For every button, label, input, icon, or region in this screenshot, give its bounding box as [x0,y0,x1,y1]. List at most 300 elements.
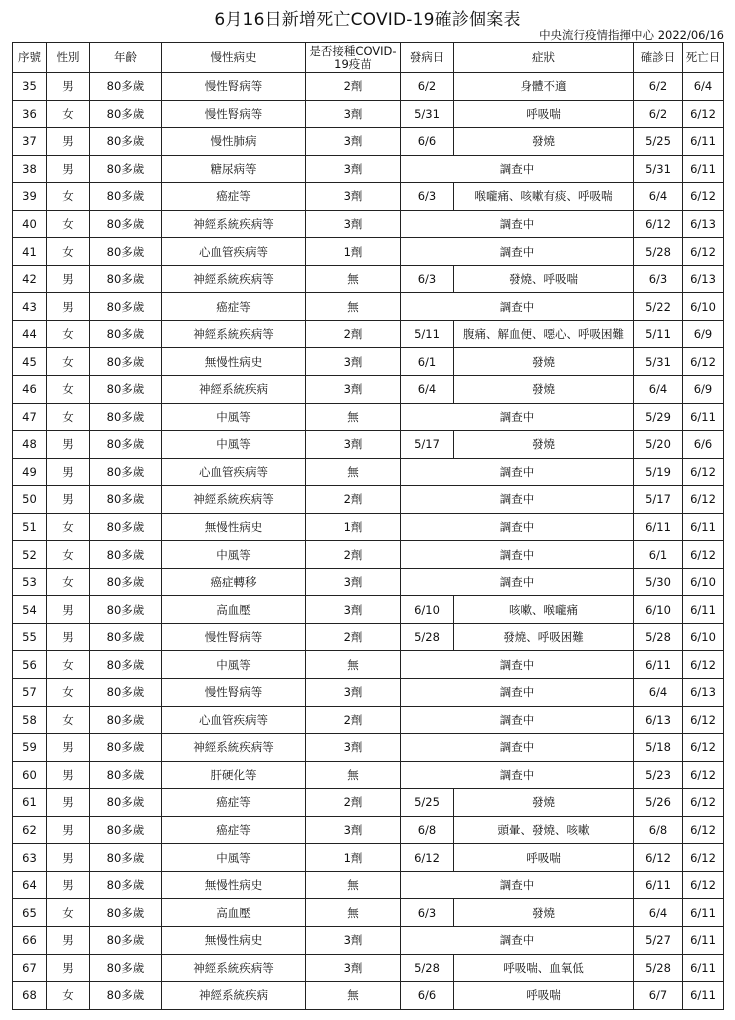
cell-confirmed: 5/27 [634,926,683,954]
cell-sex: 女 [47,568,90,596]
table-body [13,73,724,1010]
cell-symptoms: 調查中 [401,513,634,541]
cell-death: 6/10 [683,568,724,596]
table-row [13,871,724,899]
cell-confirmed: 5/25 [634,128,683,156]
table-row [13,155,724,183]
cell-death: 6/11 [683,128,724,156]
cell-symptoms: 發燒、呼吸困難 [454,623,634,651]
cell-symptoms: 調查中 [401,238,634,266]
cell-symptoms: 呼吸喘 [454,982,634,1010]
cell-death: 6/11 [683,155,724,183]
cell-vaccine: 3劑 [306,210,401,238]
cell-symptoms: 調查中 [401,761,634,789]
cell-chronic: 高血壓 [162,596,306,624]
cell-symptoms: 調查中 [401,734,634,762]
cell-chronic: 中風等 [162,651,306,679]
table-row [13,761,724,789]
cell-sex: 男 [47,431,90,459]
cell-symptoms: 發燒 [454,128,634,156]
cell-death: 6/12 [683,183,724,211]
table-row [13,348,724,376]
cell-vaccine: 2劑 [306,320,401,348]
cell-onset: 6/2 [401,73,454,101]
cell-age: 80多歲 [90,623,162,651]
cell-symptoms: 調查中 [401,568,634,596]
cell-vaccine: 1劑 [306,238,401,266]
cell-no: 50 [13,486,47,514]
cell-sex: 男 [47,816,90,844]
table-row [13,265,724,293]
table-row [13,706,724,734]
cell-no: 51 [13,513,47,541]
cell-sex: 男 [47,265,90,293]
cell-no: 61 [13,789,47,817]
cell-confirmed: 5/28 [634,623,683,651]
cell-onset: 5/31 [401,100,454,128]
cell-onset: 6/12 [401,844,454,872]
cell-chronic: 肝硬化等 [162,761,306,789]
cell-sex: 男 [47,155,90,183]
cell-no: 52 [13,541,47,569]
cell-no: 63 [13,844,47,872]
cell-vaccine: 3劑 [306,348,401,376]
cell-no: 43 [13,293,47,321]
cell-death: 6/12 [683,651,724,679]
cell-symptoms: 調查中 [401,706,634,734]
cell-sex: 女 [47,183,90,211]
cell-age: 80多歲 [90,265,162,293]
cell-age: 80多歲 [90,210,162,238]
cell-death: 6/10 [683,623,724,651]
cell-chronic: 慢性肺病 [162,128,306,156]
source-line: 中央流行疫情指揮中心 2022/06/16 [539,28,724,42]
cell-sex: 女 [47,210,90,238]
cell-age: 80多歲 [90,128,162,156]
cell-symptoms: 調查中 [401,403,634,431]
cell-onset: 6/3 [401,183,454,211]
cell-age: 80多歲 [90,155,162,183]
cell-onset: 5/25 [401,789,454,817]
cell-vaccine: 1劑 [306,513,401,541]
table-row [13,376,724,404]
cell-vaccine: 3劑 [306,926,401,954]
cell-vaccine: 3劑 [306,596,401,624]
cell-chronic: 無慢性病史 [162,926,306,954]
table-row [13,458,724,486]
cell-sex: 女 [47,513,90,541]
cell-confirmed: 6/4 [634,679,683,707]
table-row [13,100,724,128]
table-row [13,293,724,321]
cell-confirmed: 5/18 [634,734,683,762]
cell-sex: 男 [47,844,90,872]
cell-symptoms: 發燒 [454,899,634,927]
cell-vaccine: 無 [306,982,401,1010]
table-row [13,899,724,927]
cell-symptoms: 調查中 [401,486,634,514]
cell-sex: 男 [47,623,90,651]
cell-vaccine: 無 [306,651,401,679]
cell-confirmed: 5/30 [634,568,683,596]
cell-no: 45 [13,348,47,376]
cell-death: 6/12 [683,100,724,128]
cell-vaccine: 無 [306,458,401,486]
cell-no: 59 [13,734,47,762]
cell-confirmed: 5/28 [634,954,683,982]
cell-chronic: 心血管疾病等 [162,458,306,486]
cell-confirmed: 5/11 [634,320,683,348]
cell-age: 80多歲 [90,513,162,541]
header-symptoms: 症狀 [454,43,634,73]
cell-death: 6/12 [683,706,724,734]
table-row [13,926,724,954]
case-table [12,42,724,1010]
cell-death: 6/6 [683,431,724,459]
cell-chronic: 癌症等 [162,183,306,211]
cell-confirmed: 6/4 [634,376,683,404]
cell-confirmed: 6/7 [634,982,683,1010]
cell-death: 6/11 [683,982,724,1010]
table-row [13,789,724,817]
table-row [13,513,724,541]
cell-confirmed: 6/4 [634,183,683,211]
cell-confirmed: 5/19 [634,458,683,486]
cell-death: 6/12 [683,486,724,514]
cell-no: 57 [13,679,47,707]
cell-symptoms: 調查中 [401,210,634,238]
cell-no: 39 [13,183,47,211]
cell-vaccine: 2劑 [306,486,401,514]
cell-sex: 男 [47,871,90,899]
cell-sex: 女 [47,706,90,734]
cell-death: 6/12 [683,816,724,844]
table-row [13,844,724,872]
cell-onset: 5/28 [401,954,454,982]
header-no: 序號 [13,43,47,73]
cell-no: 67 [13,954,47,982]
cell-onset: 6/3 [401,899,454,927]
cell-age: 80多歲 [90,348,162,376]
cell-death: 6/13 [683,265,724,293]
cell-death: 6/9 [683,376,724,404]
cell-confirmed: 5/23 [634,761,683,789]
cell-confirmed: 5/22 [634,293,683,321]
cell-death: 6/12 [683,348,724,376]
cell-symptoms: 調查中 [401,541,634,569]
header-row [13,43,724,73]
cell-vaccine: 3劑 [306,568,401,596]
cell-sex: 男 [47,926,90,954]
cell-sex: 女 [47,403,90,431]
cell-death: 6/10 [683,293,724,321]
cell-death: 6/11 [683,926,724,954]
cell-vaccine: 3劑 [306,128,401,156]
cell-age: 80多歲 [90,458,162,486]
cell-no: 66 [13,926,47,954]
table-row [13,734,724,762]
cell-vaccine: 3劑 [306,100,401,128]
cell-age: 80多歲 [90,734,162,762]
cell-sex: 女 [47,651,90,679]
cell-symptoms: 頭暈、發燒、咳嗽 [454,816,634,844]
cell-vaccine: 無 [306,899,401,927]
cell-no: 46 [13,376,47,404]
cell-sex: 女 [47,100,90,128]
cell-death: 6/11 [683,403,724,431]
cell-symptoms: 呼吸喘 [454,844,634,872]
cell-onset: 5/17 [401,431,454,459]
cell-vaccine: 3劑 [306,431,401,459]
cell-symptoms: 腹痛、解血便、噁心、呼吸困難 [454,320,634,348]
cell-symptoms: 發燒、呼吸喘 [454,265,634,293]
cell-no: 44 [13,320,47,348]
cell-death: 6/12 [683,761,724,789]
cell-age: 80多歲 [90,816,162,844]
cell-onset: 5/28 [401,623,454,651]
cell-chronic: 癌症等 [162,789,306,817]
cell-chronic: 神經系統疾病等 [162,320,306,348]
cell-confirmed: 5/29 [634,403,683,431]
cell-chronic: 中風等 [162,844,306,872]
cell-sex: 男 [47,293,90,321]
cell-confirmed: 6/3 [634,265,683,293]
cell-onset: 5/11 [401,320,454,348]
table-row [13,596,724,624]
cell-confirmed: 6/2 [634,73,683,101]
cell-death: 6/12 [683,871,724,899]
cell-chronic: 神經系統疾病等 [162,210,306,238]
cell-symptoms: 調查中 [401,458,634,486]
cell-symptoms: 發燒 [454,348,634,376]
cell-chronic: 神經系統疾病 [162,376,306,404]
cell-no: 55 [13,623,47,651]
cell-sex: 女 [47,679,90,707]
cell-sex: 女 [47,899,90,927]
header-confirmed: 確診日 [634,43,683,73]
cell-chronic: 無慢性病史 [162,871,306,899]
cell-no: 36 [13,100,47,128]
cell-symptoms: 喉嚨痛、咳嗽有痰、呼吸喘 [454,183,634,211]
cell-death: 6/12 [683,844,724,872]
cell-symptoms: 調查中 [401,871,634,899]
cell-vaccine: 3劑 [306,155,401,183]
cell-no: 56 [13,651,47,679]
cell-no: 48 [13,431,47,459]
cell-no: 64 [13,871,47,899]
header-vaccine: 是否接種COVID-19疫苗 [306,43,401,73]
cell-age: 80多歲 [90,238,162,266]
table-row [13,210,724,238]
cell-age: 80多歲 [90,100,162,128]
cell-age: 80多歲 [90,651,162,679]
cell-symptoms: 發燒 [454,789,634,817]
cell-chronic: 中風等 [162,431,306,459]
cell-age: 80多歲 [90,183,162,211]
cell-confirmed: 6/11 [634,651,683,679]
header-sex: 性別 [47,43,90,73]
cell-age: 80多歲 [90,541,162,569]
cell-sex: 男 [47,761,90,789]
cell-age: 80多歲 [90,679,162,707]
cell-no: 47 [13,403,47,431]
cell-vaccine: 2劑 [306,706,401,734]
cell-chronic: 神經系統疾病等 [162,265,306,293]
cell-onset: 6/3 [401,265,454,293]
table-row [13,486,724,514]
table-row [13,651,724,679]
cell-sex: 女 [47,376,90,404]
cell-symptoms: 調查中 [401,679,634,707]
cell-confirmed: 6/8 [634,816,683,844]
cell-symptoms: 調查中 [401,926,634,954]
cell-chronic: 慢性腎病等 [162,100,306,128]
cell-death: 6/13 [683,679,724,707]
table-row [13,541,724,569]
cell-sex: 男 [47,596,90,624]
cell-vaccine: 2劑 [306,73,401,101]
cell-age: 80多歲 [90,982,162,1010]
cell-death: 6/12 [683,789,724,817]
cell-onset: 6/6 [401,982,454,1010]
cell-age: 80多歲 [90,871,162,899]
cell-confirmed: 6/12 [634,844,683,872]
cell-confirmed: 5/28 [634,238,683,266]
cell-sex: 男 [47,73,90,101]
cell-onset: 6/6 [401,128,454,156]
cell-no: 35 [13,73,47,101]
cell-sex: 男 [47,789,90,817]
cell-confirmed: 5/17 [634,486,683,514]
cell-death: 6/12 [683,541,724,569]
cell-death: 6/12 [683,238,724,266]
cell-confirmed: 6/13 [634,706,683,734]
cell-sex: 男 [47,458,90,486]
cell-confirmed: 6/2 [634,100,683,128]
cell-no: 62 [13,816,47,844]
cell-sex: 男 [47,734,90,762]
cell-age: 80多歲 [90,596,162,624]
header-death: 死亡日 [683,43,724,73]
cell-age: 80多歲 [90,926,162,954]
cell-vaccine: 3劑 [306,954,401,982]
cell-symptoms: 調查中 [401,293,634,321]
cell-vaccine: 2劑 [306,789,401,817]
cell-death: 6/12 [683,734,724,762]
cell-vaccine: 3劑 [306,183,401,211]
cell-onset: 6/8 [401,816,454,844]
cell-confirmed: 5/31 [634,348,683,376]
table-row [13,183,724,211]
cell-confirmed: 6/11 [634,513,683,541]
cell-age: 80多歲 [90,706,162,734]
cell-age: 80多歲 [90,320,162,348]
cell-vaccine: 1劑 [306,844,401,872]
table-row [13,679,724,707]
cell-sex: 女 [47,238,90,266]
cell-chronic: 慢性腎病等 [162,679,306,707]
header-age: 年齡 [90,43,162,73]
cell-vaccine: 無 [306,265,401,293]
cell-death: 6/13 [683,210,724,238]
cell-sex: 男 [47,954,90,982]
cell-chronic: 中風等 [162,403,306,431]
cell-vaccine: 無 [306,871,401,899]
cell-age: 80多歲 [90,954,162,982]
cell-chronic: 癌症等 [162,816,306,844]
table-row [13,431,724,459]
cell-chronic: 糖尿病等 [162,155,306,183]
cell-chronic: 心血管疾病等 [162,238,306,266]
table-row [13,816,724,844]
cell-symptoms: 咳嗽、喉嚨痛 [454,596,634,624]
page-title: 6月16日新增死亡COVID-19確診個案表 [214,10,521,30]
cell-onset: 6/10 [401,596,454,624]
cell-no: 68 [13,982,47,1010]
cell-confirmed: 6/1 [634,541,683,569]
cell-no: 41 [13,238,47,266]
cell-no: 38 [13,155,47,183]
cell-no: 54 [13,596,47,624]
cell-chronic: 高血壓 [162,899,306,927]
table-row [13,568,724,596]
cell-age: 80多歲 [90,789,162,817]
cell-chronic: 神經系統疾病等 [162,734,306,762]
cell-chronic: 癌症等 [162,293,306,321]
cell-no: 60 [13,761,47,789]
cell-vaccine: 2劑 [306,541,401,569]
header-chronic: 慢性病史 [162,43,306,73]
cell-vaccine: 2劑 [306,623,401,651]
cell-chronic: 神經系統疾病等 [162,486,306,514]
table-row [13,403,724,431]
cell-no: 58 [13,706,47,734]
cell-death: 6/11 [683,596,724,624]
cell-chronic: 無慢性病史 [162,513,306,541]
cell-sex: 男 [47,486,90,514]
cell-age: 80多歲 [90,844,162,872]
cell-confirmed: 5/31 [634,155,683,183]
cell-age: 80多歲 [90,761,162,789]
cell-no: 37 [13,128,47,156]
table-row [13,982,724,1010]
cell-chronic: 無慢性病史 [162,348,306,376]
cell-vaccine: 3劑 [306,816,401,844]
cell-onset: 6/1 [401,348,454,376]
cell-death: 6/9 [683,320,724,348]
cell-chronic: 慢性腎病等 [162,623,306,651]
cell-death: 6/11 [683,513,724,541]
cell-symptoms: 發燒 [454,431,634,459]
cell-vaccine: 3劑 [306,376,401,404]
cell-age: 80多歲 [90,899,162,927]
cell-sex: 男 [47,128,90,156]
table-row [13,128,724,156]
cell-symptoms: 發燒 [454,376,634,404]
table-row [13,320,724,348]
cell-vaccine: 無 [306,293,401,321]
cell-vaccine: 3劑 [306,679,401,707]
cell-symptoms: 呼吸喘、血氧低 [454,954,634,982]
cell-age: 80多歲 [90,568,162,596]
cell-confirmed: 5/26 [634,789,683,817]
cell-vaccine: 3劑 [306,734,401,762]
cell-age: 80多歲 [90,73,162,101]
cell-death: 6/11 [683,954,724,982]
header-onset: 發病日 [401,43,454,73]
cell-confirmed: 6/11 [634,871,683,899]
cell-symptoms: 調查中 [401,155,634,183]
